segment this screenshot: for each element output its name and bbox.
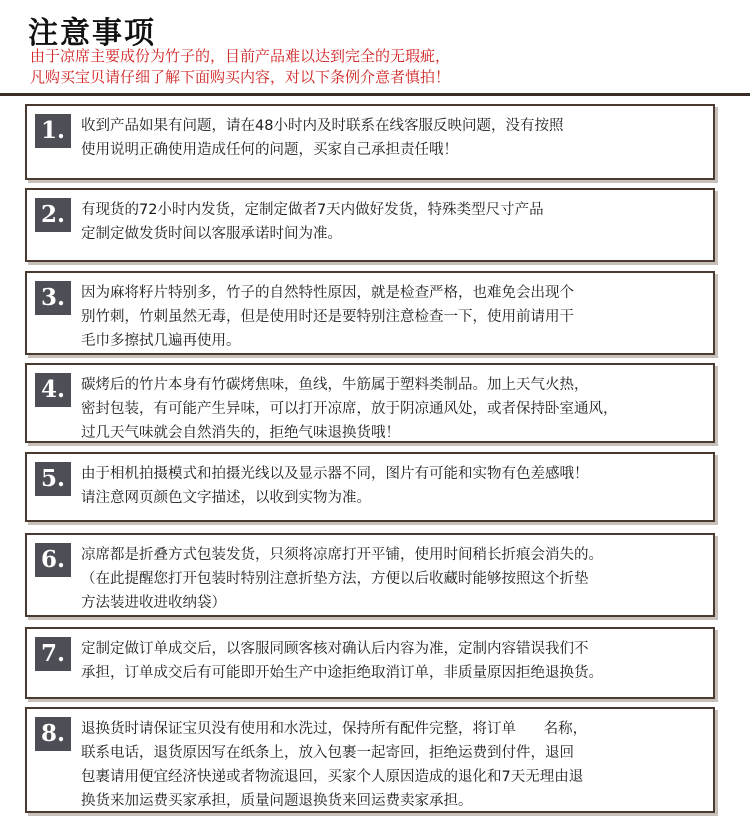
item-text [81,198,711,246]
item-text-line: 定制定做订单成交后，以客服同顾客核对确认后内容为准，定制内容错误我们不 [81,641,589,657]
item-text [81,717,711,813]
item-text [81,462,711,510]
item-text-line: （在此提醒您打开包装时特别注意折垫方法，方便以后收藏时能够按照这个折垫 [81,571,589,587]
item-text-line: 密封包装，有可能产生异味，可以打开凉席，放于阴凉通风处，或者保持卧室通风， [81,401,618,417]
item-text-line: 凉席都是折叠方式包装发货，只须将凉席打开平铺，使用时间稍长折痕会消失的。 [81,547,603,563]
item-text [81,637,711,685]
item-number-badge: 5. [35,462,71,496]
notice-item-5 [25,452,715,522]
item-text-line: 请注意网页颜色文字描述，以收到实物为准。 [81,490,371,506]
item-text [81,281,711,353]
notice-item-3 [25,271,715,355]
item-number-badge: 8. [35,717,71,751]
page-title: 注意事项 [28,16,156,51]
item-number-badge: 1. [35,114,71,148]
item-text-line: 别竹刺，竹刺虽然无毒，但是使用时还是要特别注意检查一下，使用前请用干 [81,309,574,325]
item-text-line: 退换货时请保证宝贝没有使用和水洗过，保持所有配件完整，将订单 名称， [81,721,588,737]
item-number-badge: 3. [35,281,71,315]
divider [0,93,750,96]
item-text-line: 毛巾多擦拭几遍再使用。 [81,333,241,349]
notice-item-2 [25,188,715,262]
item-text-line: 碳烤后的竹片本身有竹碳烤焦味，鱼线，牛筋属于塑料类制品。加上天气火热， [81,377,589,393]
item-text-line: 由于相机拍摄模式和拍摄光线以及显示器不同，图片有可能和实物有色差感哦！ [81,466,589,482]
warning-line-2: 凡购买宝贝请仔细了解下面购买内容，对以下条例介意者慎拍！ [30,68,451,86]
item-text-line: 过几天气味就会自然消失的，拒绝气味退换货哦！ [81,425,400,441]
warning-notice [30,46,730,88]
item-number-badge: 7. [35,637,71,671]
item-text-line: 包裹请用便宜经济快递或者物流退回，买家个人原因造成的退化和7天无理由退 [81,769,584,785]
notice-item-7 [25,627,715,699]
item-text-line: 承担，订单成交后有可能即开始生产中途拒绝取消订单，非质量原因拒绝退换货。 [81,665,603,681]
item-text-line: 有现货的72小时内发货，定制定做者7天内做好发货，特殊类型尺寸产品 [81,202,544,218]
item-text-line: 联系电话，退货原因写在纸条上，放入包裹一起寄回，拒绝运费到付件，退回 [81,745,574,761]
notice-item-8 [25,707,715,813]
notice-item-4 [25,363,715,443]
item-text [81,373,711,445]
item-text-line: 定制定做发货时间以客服承诺时间为准。 [81,226,342,242]
item-text [81,543,711,615]
notice-item-6 [25,533,715,617]
item-number-badge: 4. [35,373,71,407]
notice-item-1 [25,104,715,180]
item-number-badge: 6. [35,543,71,577]
warning-line-1: 由于凉席主要成份为竹子的，目前产品难以达到完全的无瑕疵， [30,47,451,65]
item-text-line: 换货来加运费买家承担，质量问题退换货来回运费卖家承担。 [81,793,473,809]
item-text [81,114,711,162]
item-text-line: 收到产品如果有问题，请在48小时内及时联系在线客服反映问题，没有按照 [81,118,564,134]
item-text-line: 使用说明正确使用造成任何的问题，买家自己承担责任哦！ [81,142,458,158]
item-text-line: 因为麻将籽片特别多，竹子的自然特性原因，就是检查严格，也难免会出现个 [81,285,574,301]
item-number-badge: 2. [35,198,71,232]
item-text-line: 方法装进收进收纳袋） [81,595,226,611]
